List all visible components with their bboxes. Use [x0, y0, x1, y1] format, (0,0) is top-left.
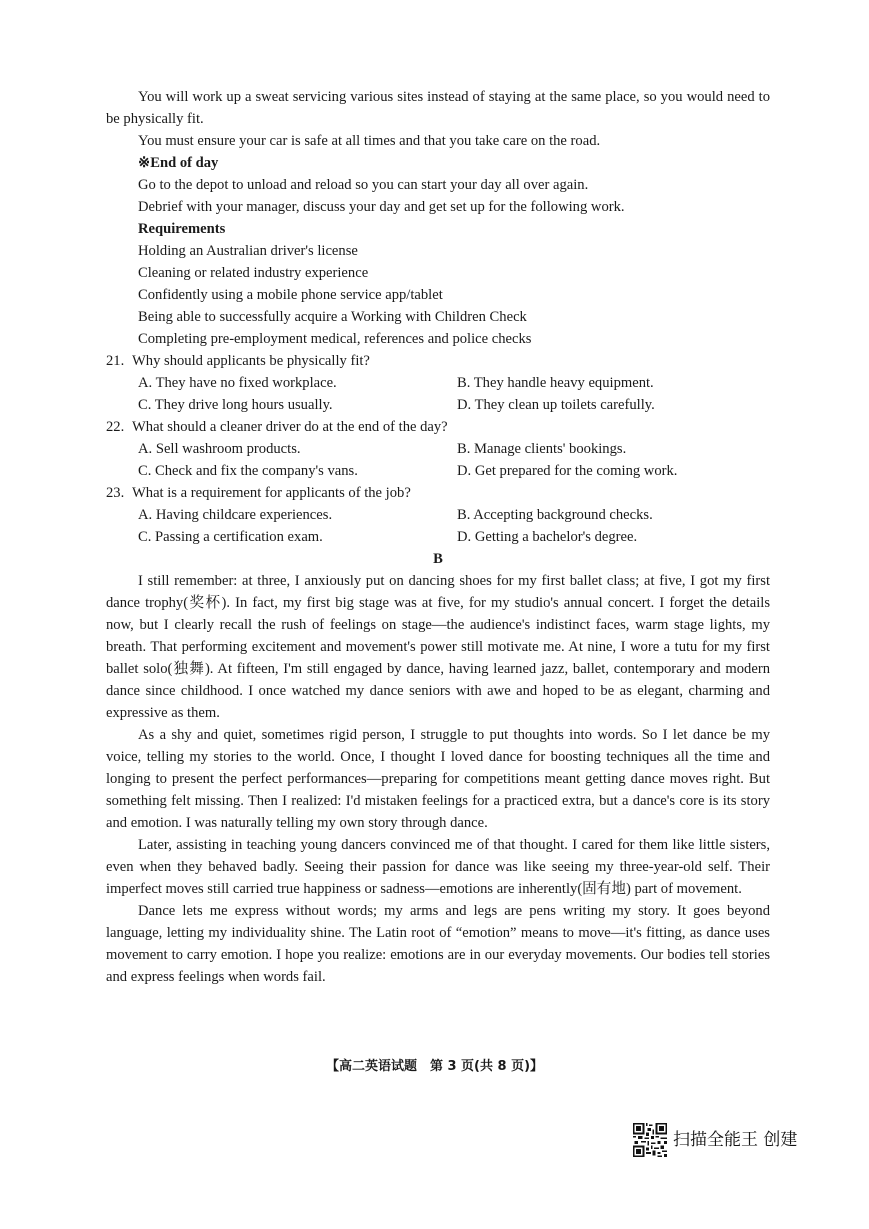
passage-paragraph-2: As a shy and quiet, sometimes rigid person, I struggle to put thoughts into words. So I let dance be my voice, telling my stories to the world. Once, I thought I loved dance for boosting techniques all the time and longing to present the perfect performances—preparing for competitions meant getting dance moves right. But something felt missing. Then I realized: I'd mistaken feelings for a practiced extra, but a dance's core is its story and emotion. I was naturally telling my own story through dance.	[106, 727, 770, 831]
question-number: 22.	[106, 419, 125, 435]
passage-paragraph-4: Dance lets me express without words; my arms and legs are pens writing my story. It goes beyond language, letting my individuality shine. The Latin root of “emotion” means to move—it's fitting, as dance uses movement to carry emotion. I hope you realize: emotions are in our everyday movements. Our bodies tell stories and express feelings when words fail.	[106, 903, 770, 985]
section-b-heading: B	[433, 551, 443, 567]
page-content	[106, 86, 770, 988]
requirement-item: Completing pre-employment medical, references and police checks	[138, 331, 532, 347]
question-23	[106, 482, 770, 548]
requirement-item: Cleaning or related industry experience	[138, 265, 369, 281]
option-d: D. Getting a bachelor's degree.	[457, 529, 638, 545]
scanner-watermark	[633, 1123, 797, 1157]
requirement-item: Being able to successfully acquire a Working with Children Check	[138, 309, 527, 325]
question-number: 21.	[106, 353, 125, 369]
question-21	[106, 350, 770, 416]
passage-paragraph-1: I still remember: at three, I anxiously put on dancing shoes for my first ballet class; at five, I got my first dance trophy(奖杯). In fact, my first big stage was at five, for my studio's annual concert. I forget the details now, but I clearly recall the rush of feelings on stage—the audience's indistinct faces, warm stage lights, my breath. That performing excitement and movement's power still motivate me. At nine, I wore a tutu for my first ballet solo(独舞). At fifteen, I'm still engaged by dance, having learned jazz, ballet, contemporary and modern dance since childhood. I once watched my dance seniors with awe and hoped to be as elegant, charming and expressive as them.	[106, 573, 770, 721]
requirements-heading: Requirements	[138, 221, 226, 237]
option-d: D. Get prepared for the coming work.	[457, 463, 678, 479]
option-c: C. Check and fix the company's vans.	[138, 463, 358, 479]
option-a: A. They have no fixed workplace.	[138, 375, 337, 391]
page-footer: 【高二英语试题 第 3 页(共 8 页)】	[325, 1059, 544, 1074]
intro-paragraph-4: Debrief with your manager, discuss your day and get set up for the following work.	[138, 199, 625, 215]
question-text: What is a requirement for applicants of the job?	[132, 485, 411, 501]
question-22	[106, 416, 770, 482]
option-b: B. Accepting background checks.	[457, 507, 653, 523]
intro-paragraph-3: Go to the depot to unload and reload so you can start your day all over again.	[138, 177, 589, 193]
requirement-item: Confidently using a mobile phone service app/tablet	[138, 287, 443, 303]
option-d: D. They clean up toilets carefully.	[457, 397, 655, 413]
question-number: 23.	[106, 485, 125, 501]
option-a: A. Having childcare experiences.	[138, 507, 333, 523]
option-c: C. They drive long hours usually.	[138, 397, 333, 413]
passage-b	[106, 570, 770, 988]
question-text: What should a cleaner driver do at the end of the day?	[132, 419, 448, 435]
scanner-brand-text: 扫描全能王 创建	[673, 1130, 798, 1150]
passage-paragraph-3: Later, assisting in teaching young dancers convinced me of that thought. I cared for them like little sisters, even when they behaved badly. Seeing their passion for dance was like seeing my three-year-old self. Their imperfect moves still carried true happiness or sadness—emotions are inherently(固有地) part of movement.	[106, 837, 770, 897]
end-of-day-heading: ※End of day	[138, 155, 219, 171]
qr-code-icon	[633, 1123, 667, 1157]
option-c: C. Passing a certification exam.	[138, 529, 323, 545]
requirement-item: Holding an Australian driver's license	[138, 243, 358, 259]
question-text: Why should applicants be physically fit?	[132, 353, 370, 369]
option-a: A. Sell washroom products.	[138, 441, 301, 457]
intro-paragraph-2: You must ensure your car is safe at all times and that you take care on the road.	[138, 133, 601, 149]
option-b: B. They handle heavy equipment.	[457, 375, 654, 391]
option-b: B. Manage clients' bookings.	[457, 441, 627, 457]
intro-paragraph-1: You will work up a sweat servicing various sites instead of staying at the same place, so you would need to be physically fit.	[106, 89, 770, 127]
